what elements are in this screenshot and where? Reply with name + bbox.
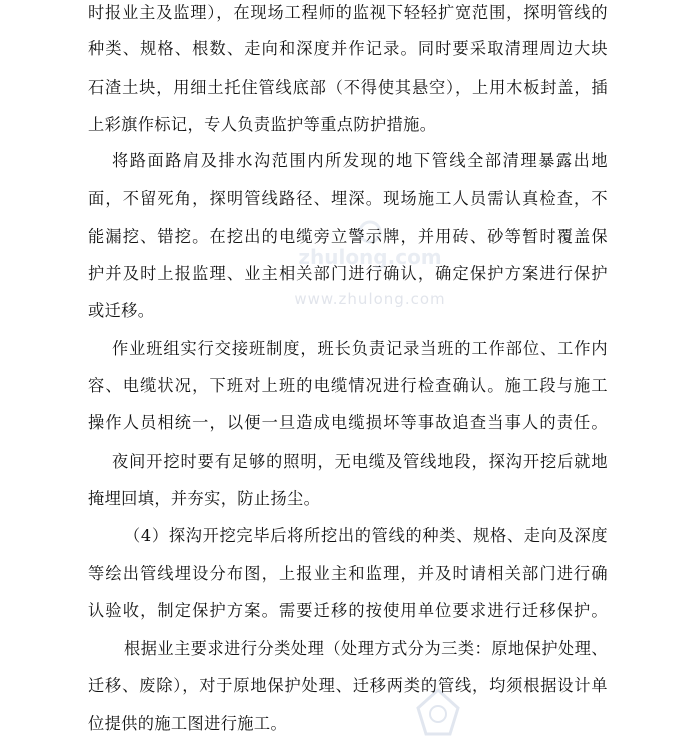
text-line: 时报业主及监理），在现场工程师的监视下轻轻扩宽范围，探明管线的 [88,3,608,22]
watermark-caption: www.zhulong.com [294,290,446,308]
text-line: 迁移、废除），对于原地保护处理、迁移两类的管线，均须根据设计单 [88,676,608,695]
text-line: 石渣土块，用细土托住管线底部（不得使其悬空），上用木板封盖，插 [88,78,608,97]
text-line: 容、电缆状况，下班对上班的电缆情况进行检查确认。施工段与施工 [88,376,608,395]
text-line: 等绘出管线埋设分布图，上报业主和监理，并及时请相关部门进行确 [88,564,608,583]
svg-text:zhulong.com: zhulong.com [298,245,442,269]
text-line: 认验收，制定保护方案。需要迁移的按使用单位要求进行迁移保护。 [88,601,608,620]
text-line: 种类、规格、根数、走向和深度并作记录。同时要采取清理周边大块 [88,39,608,58]
text-line: 护并及时上报监理、业主相关部门进行确认，确定保护方案进行保护 [88,264,608,283]
text-line: 操作人员相统一，以便一旦造成电缆损坏等事故追查当事人的责任。 [88,413,608,432]
text-line: 或迁移。 [88,301,155,320]
text-line: 位提供的施工图进行施工。 [88,714,288,733]
text-line: 面，不留死角，探明管线路径、埋深。现场施工人员需认真检查，不 [88,189,608,208]
text-line: 能漏挖、错挖。在挖出的电缆旁立警示牌，并用砖、砂等暂时覆盖保 [88,227,608,246]
text-line: 上彩旗作标记，专人负责监护等重点防护措施。 [88,115,437,134]
text-line: 夜间开挖时要有足够的照明，无电缆及管线地段，探沟开挖后就地 [112,452,608,471]
text-line: 作业班组实行交接班制度，班长负责记录当班的工作部位、工作内 [112,339,608,358]
text-line: 将路面路肩及排水沟范围内所发现的地下管线全部清理暴露出地 [112,151,608,170]
text-line: （4）探沟开挖完毕后将所挖出的管线的种类、规格、走向及深度 [124,526,608,545]
text-line: 掩埋回填，并夯实，防止扬尘。 [88,489,321,508]
text-line: 根据业主要求进行分类处理（处理方式分为三类：原地保护处理、 [124,639,608,658]
